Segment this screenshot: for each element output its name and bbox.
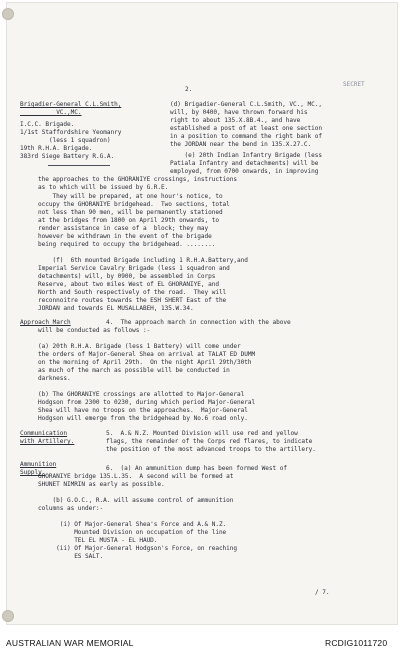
para-b-line: Hodgson from 2300 to 0230, during which period Major-General [38, 399, 256, 406]
side-heading-ammunition: Supply. [20, 469, 46, 476]
para-b-line: Hodgson will emerge from the bridgehead by No.6 road only. [38, 415, 248, 422]
para-5-line: flags, the remainder of the Corps red flares, to indicate [106, 438, 313, 445]
para-f-line: (f) 6th mounted Brigade including 1 R.H.A.Battery,and [38, 257, 248, 264]
stamp: SECRET [343, 81, 365, 88]
para-e-line: not less than 90 men, will be permanently stationed [38, 209, 223, 216]
para-6-line: (i) Of Major-General Shea's Force and A.& N.Z. [38, 521, 227, 528]
para-b-line: (b) The GHORANIYE crossings are allotted to Major-General [38, 391, 245, 398]
addressee-line: VC.,MC. [20, 109, 82, 116]
para-4-line: 4. The approach march in connection with the above [106, 319, 291, 326]
para-a-line: on the morning of April 29th. On the night April 29th/30th [38, 359, 252, 366]
para-f-line: North and South respectively of the road. They will [38, 289, 227, 296]
side-heading-ammunition: Ammunition [20, 461, 57, 468]
unit-line: (less 1 squadron) [20, 137, 111, 144]
para-a-line: (a) 20th R.H.A. Brigade (less 1 Battery) will come under [38, 343, 241, 350]
unit-line: 383rd Siege Battery R.G.A. [20, 153, 115, 160]
punch-hole [2, 8, 14, 20]
para-d-line: will, by 0400, have thrown forward his [170, 109, 308, 116]
para-e-line: occupy the GHORANIYE bridgehead. Two sections, total [38, 201, 230, 208]
unit-line: I.C.C. Brigade. [20, 121, 75, 128]
para-6-line: columns as under:- [38, 505, 104, 512]
side-heading-communication: with Artillery. [20, 438, 75, 445]
para-e-line: render assistance in case of a block; they may [38, 225, 209, 232]
page-number: 2. [185, 86, 193, 93]
para-6-line: 6. (a) An ammunition dump has been formed West of [106, 465, 287, 472]
continuation-marker: / 7. [315, 589, 330, 596]
para-e-line: Patiala Infantry and detachments) will be [170, 160, 319, 167]
para-6-line: (ii) Of Major-General Hodgson's Force, on reaching [38, 545, 238, 552]
para-6-line: (b) G.O.C., R.A. will assume control of ammunition [38, 497, 234, 504]
para-f-line: reconnoitre routes towards the ESH SHERT East of the [38, 297, 227, 304]
addressee-line: Brigadier-General C.L.Smith, [20, 101, 122, 108]
para-f-line: JORDAN and towards EL MUSALLABEH, 135.W.34. [38, 305, 194, 312]
para-a-line: as much of the march as possible will be conducted in [38, 367, 230, 374]
para-6-line: ES SALT. [38, 553, 104, 560]
unit-line: 1/1st Staffordshire Yeomanry [20, 129, 122, 136]
para-e-line: as to which will be issued by G.R.E. [38, 184, 169, 191]
para-f-line: detachments) will, by 0900, be assembled in Corps [38, 273, 216, 280]
para-6-line: Mounted Division on occupation of the line [38, 529, 227, 536]
para-e-line: at the bridges from 1800 on April 29th onwards, to [38, 217, 219, 224]
para-a-line: darkness. [38, 375, 71, 382]
footer-source: AUSTRALIAN WAR MEMORIAL [6, 638, 134, 648]
para-e-line: the approaches to the GHORANIYE crossings, instructions [38, 176, 238, 183]
para-a-line: the orders of Major-General Shea on arrival at TALAT ED DUMM [38, 351, 256, 358]
side-heading-communication: Communication [20, 430, 68, 437]
para-4-line: will be conducted as follows :- [38, 327, 151, 334]
para-e-line: They will be prepared, at one hour's notice, to [38, 193, 223, 200]
para-f-line: Imperial Service Cavalry Brigade (less 1 squadron and [38, 265, 230, 272]
footer-record-id: RCDIG1011720 [325, 638, 388, 648]
para-e-line: being required to occupy the bridgehead. ........ [38, 241, 216, 248]
para-d-line: the JORDAN near the bend in 135.X.27.C. [170, 141, 312, 148]
para-d-line: established a post of at least one section [170, 125, 322, 132]
para-d-line: in a position to command the right bank of [170, 133, 322, 140]
para-b-line: Shea will have no troops on the approaches. Major-General [38, 407, 248, 414]
para-5-line: 5. A.& N.Z. Mounted Division will use red and yellow [106, 430, 298, 437]
para-6-line: TEL EL MUSTA - EL HAUD. [38, 537, 158, 544]
para-6-line: SHUNET NIMRIN as early as possible. [38, 481, 165, 488]
side-heading-approach: Approach March [20, 319, 71, 326]
para-6-line: GHORANIYE bridge 135.L.35. A second will be formed at [38, 473, 234, 480]
unit-line: 19th R.H.A. Brigade. [20, 145, 93, 152]
para-5-line: the position of the most advanced troops to the artillery. [106, 446, 316, 453]
divider [48, 165, 110, 166]
para-e-line: however be withdrawn in the event of the brigade [38, 233, 212, 240]
para-e-line: (e) 20th Indian Infantry Brigade (less [170, 152, 322, 159]
para-d-line: (d) Brigadier-General C.L.Smith, VC., MC., [170, 101, 322, 108]
punch-hole [2, 610, 14, 622]
para-f-line: Reserve, about two miles West of EL GHORANIYE, and [38, 281, 219, 288]
para-e-line: employed, from 0700 onwards, in improving [170, 168, 319, 175]
para-d-line: right to about 135.X.8B.4., and have [170, 117, 301, 124]
